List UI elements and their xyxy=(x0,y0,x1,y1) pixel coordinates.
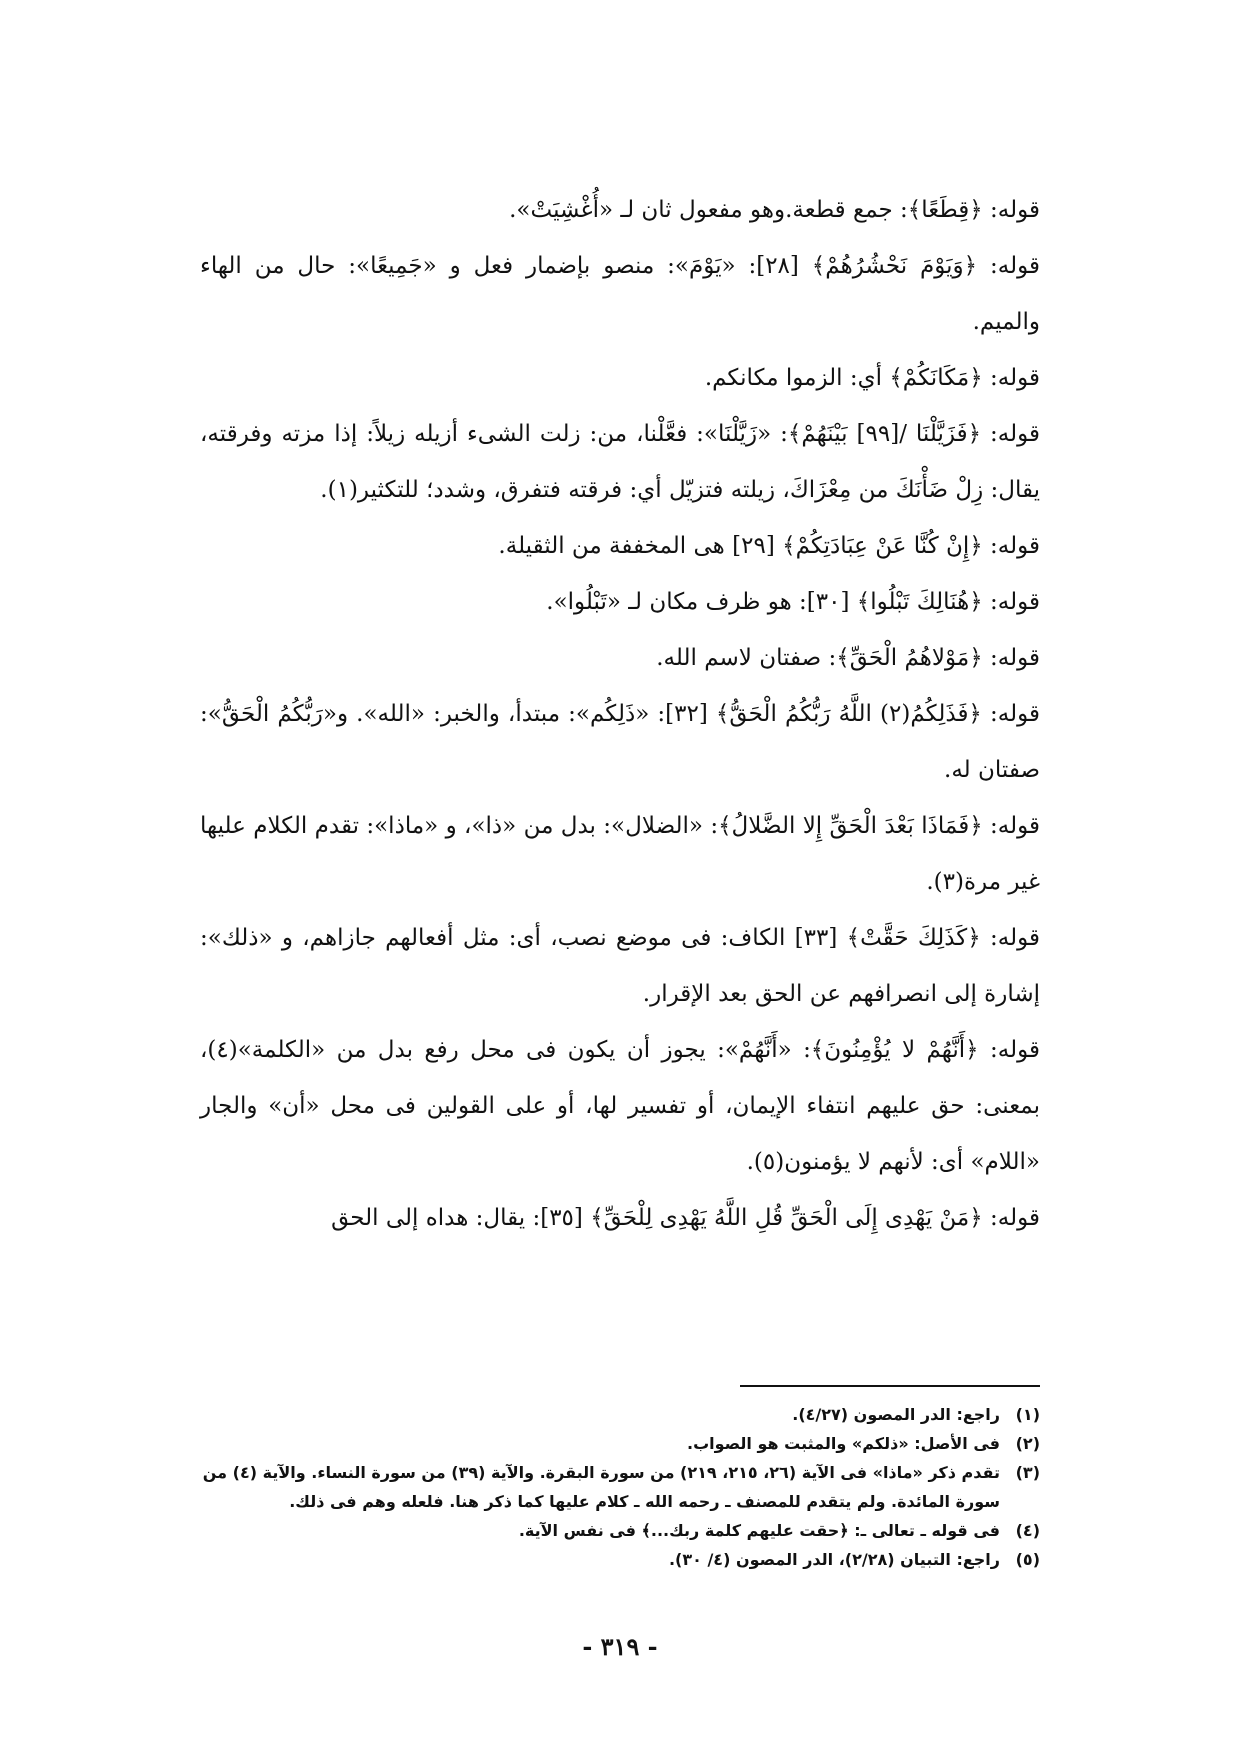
footnotes xyxy=(190,1400,1040,1574)
footnote-text: فى الأصل: «ذلكم» والمثبت هو الصواب. xyxy=(686,1434,1000,1453)
entry-fazayyalna: قوله: ﴿فَزَيَّلْنَا /[٩٩] بَيْنَهُمْ﴾: «زَيَّلْنَا»: فعَّلْنا، من: زلت الشىء أزيله زيلاً: إذا مزته وفرقته، يقال: زِلْ ضَأْنَكَ من مِعْزَاكَ، زيلته فتزيّل أي: فرقته فتفرق، وشدد؛ للتكثير(١). xyxy=(200,421,1040,503)
footnote-text: راجع: التبيان (٢/٢٨)، الدر المصون (٤/ ٣٠). xyxy=(668,1550,1000,1569)
entry-mawlahum: قوله: ﴿مَوْلاهُمُ الْحَقِّ﴾: صفتان لاسم الله. xyxy=(656,645,1040,671)
footnote-number: (٣) xyxy=(1015,1463,1040,1482)
main-text xyxy=(200,182,1040,1246)
entry-famadha: قوله: ﴿فَمَاذَا بَعْدَ الْحَقِّ إِلا الضَّلالُ﴾: «الضلال»: بدل من «ذا»، و «ماذا»: تقدم الكلام عليها غير مرة(٣). xyxy=(200,813,1040,895)
footnote-number: (٢) xyxy=(1015,1434,1040,1453)
page-number: - ٣١٩ - xyxy=(582,1632,658,1661)
footnote-3 xyxy=(190,1458,1040,1516)
footnote-2 xyxy=(190,1429,1040,1458)
entry-man-yahdi: قوله: ﴿مَنْ يَهْدِى إِلَى الْحَقِّ قُلِ اللَّهُ يَهْدِى لِلْحَقِّ﴾ [٣٥]: يقال: هداه إلى الحق xyxy=(331,1205,1040,1231)
entry-makanakum: قوله: ﴿مَكَانَكُمْ﴾ أي: الزموا مكانكم. xyxy=(704,365,1040,391)
footnote-1 xyxy=(190,1400,1040,1429)
footnote-text: فى قوله ـ تعالى ـ: ﴿حقت عليهم كلمة ربك...﴾ فى نفس الآية. xyxy=(518,1521,1000,1540)
entry-qitaa: قوله: ﴿قِطَعًا﴾: جمع قطعة.وهو مفعول ثان لـ «أُغْشِيَتْ». xyxy=(509,197,1040,223)
footnote-number: (١) xyxy=(1015,1405,1040,1424)
footnote-text: تقدم ذكر «ماذا» فى الآية (٢٦، ٢١٥، ٢١٩) من سورة البقرة. والآية (٣٩) من سورة النساء. والآية (٤) من سورة المائدة. ولم يتقدم للمصنف ـ رحمه الله ـ كلام عليها كما ذكر هنا. فلعله وهم فى ذلك. xyxy=(202,1463,1000,1511)
entry-hunalika: قوله: ﴿هُنَالِكَ تَبْلُوا﴾ [٣٠]: هو ظرف مكان لـ «تَبْلُوا». xyxy=(546,589,1040,615)
footnote-4 xyxy=(190,1516,1040,1545)
entry-fadhalikum: قوله: ﴿فَذَلِكُمُ(٢) اللَّهُ رَبُّكُمُ الْحَقُّ﴾ [٣٢]: «ذَلِكُم»: مبتدأ، والخبر: «الله». و«رَبُّكُمُ الْحَقُّ»: صفتان له. xyxy=(200,701,1040,783)
footnote-divider xyxy=(740,1385,1040,1387)
entry-kadhalika-haqqat: قوله: ﴿كَذَلِكَ حَقَّتْ﴾ [٣٣] الكاف: فى موضع نصب، أى: مثل أفعالهم جازاهم، و «ذلك»: إشارة إلى انصرافهم عن الحق بعد الإقرار. xyxy=(200,925,1040,1007)
footnote-number: (٥) xyxy=(1015,1550,1040,1569)
footnote-5 xyxy=(190,1545,1040,1574)
footnote-number: (٤) xyxy=(1015,1521,1040,1540)
footnote-text: راجع: الدر المصون (٤/٢٧). xyxy=(792,1405,1000,1424)
entry-yawma-nahshuruhum: قوله: ﴿وَيَوْمَ نَحْشُرُهُمْ﴾ [٢٨]: «يَوْمَ»: منصو بإضمار فعل و «جَمِيعًا»: حال من الهاء والميم. xyxy=(200,253,1040,335)
entry-in-kunna: قوله: ﴿إِنْ كُنَّا عَنْ عِبَادَتِكُمْ﴾ [٢٩] هى المخففة من الثقيلة. xyxy=(498,533,1040,559)
entry-annahum: قوله: ﴿أَنَّهُمْ لا يُؤْمِنُونَ﴾: «أَنَّهُمْ»: يجوز أن يكون فى محل رفع بدل من «الكلمة»(٤)، بمعنى: حق عليهم انتفاء الإيمان، أو تفسير لها، أو على القولين فى محل «أن» والجار «اللام» أى: لأنهم لا يؤمنون(٥). xyxy=(200,1037,1040,1175)
